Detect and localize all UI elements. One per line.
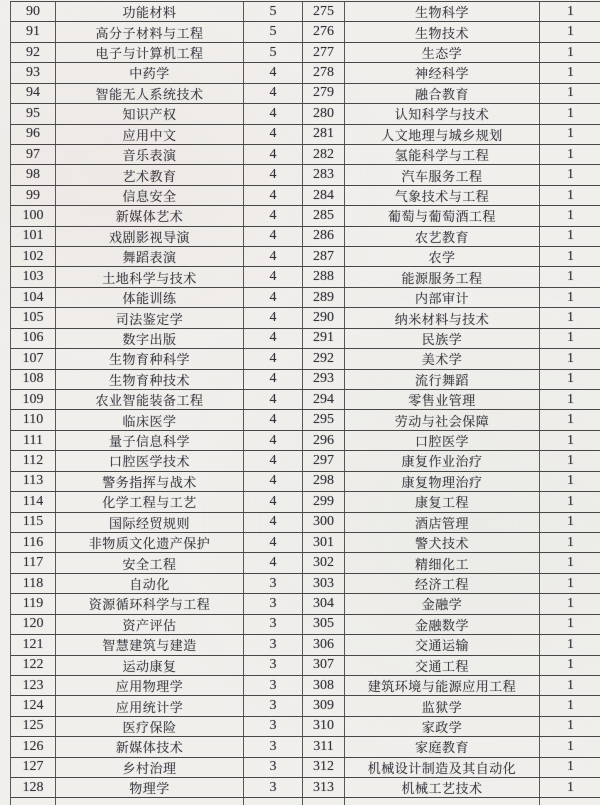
right-rank-cell: 307 [303, 656, 345, 675]
left-rank-cell: 108 [11, 370, 56, 389]
table-row [11, 22, 600, 42]
table-row [11, 349, 600, 369]
left-rank-cell: 125 [11, 717, 56, 736]
right-rank-cell: 297 [303, 451, 345, 470]
majors-count-table [10, 1, 600, 805]
left-major-cell: 功能材料 [56, 2, 244, 21]
table-row [11, 778, 600, 798]
table-row [11, 533, 600, 553]
left-rank-cell: 127 [11, 758, 56, 777]
right-rank-cell: 303 [303, 574, 345, 593]
right-rank-cell: 294 [303, 390, 345, 409]
right-count-cell: 1 [567, 452, 574, 468]
left-rank-cell: 115 [11, 513, 56, 532]
left-count-cell: 5 [244, 2, 303, 21]
right-major-cell: 监狱学 [345, 696, 540, 715]
table-row [11, 308, 600, 328]
left-major-cell: 化学工程与工艺 [56, 492, 244, 511]
table-row [11, 186, 600, 206]
left-major-cell: 应用中文 [56, 125, 244, 144]
left-count-cell: 4 [244, 370, 303, 389]
right-major-cell: 建筑环境与能源应用工程 [345, 676, 540, 695]
right-rank-cell: 300 [303, 513, 345, 532]
left-rank-cell: 119 [11, 594, 56, 613]
right-major-cell: 零售业管理 [345, 390, 540, 409]
right-rank-cell: 287 [303, 247, 345, 266]
table-row [11, 717, 600, 737]
left-major-cell: 医疗保险 [56, 717, 244, 736]
table-row [11, 267, 600, 287]
left-count-cell: 4 [244, 165, 303, 184]
right-count-cell: 1 [567, 677, 574, 693]
right-major-cell: 交通工程 [345, 656, 540, 675]
table-row [11, 43, 600, 63]
right-count-cell: 1 [567, 44, 574, 60]
left-major-cell: 新媒体艺术 [56, 206, 244, 225]
right-major-cell: 金融数学 [345, 615, 540, 634]
right-major-cell: 酒店管理 [345, 513, 540, 532]
left-rank-cell [11, 798, 56, 805]
left-count-cell: 5 [244, 43, 303, 62]
right-rank-cell: 310 [303, 717, 345, 736]
left-rank-cell: 100 [11, 206, 56, 225]
left-major-cell: 生物育种技术 [56, 370, 244, 389]
right-count-cell: 1 [567, 718, 574, 734]
right-count-cell: 1 [567, 85, 574, 101]
right-major-cell: 生态学 [345, 43, 540, 62]
right-major-cell: 精细化工 [345, 553, 540, 572]
table-row [11, 553, 600, 573]
left-count-cell: 4 [244, 145, 303, 164]
right-major-cell: 生物技术 [345, 22, 540, 41]
left-count-cell: 3 [244, 615, 303, 634]
left-major-cell: 资产评估 [56, 615, 244, 634]
right-major-cell: 康复物理治疗 [345, 472, 540, 491]
table-row [11, 329, 600, 349]
left-count-cell: 4 [244, 84, 303, 103]
right-rank-cell: 296 [303, 431, 345, 450]
left-count-cell: 4 [244, 410, 303, 429]
left-major-cell [56, 798, 244, 805]
left-major-cell: 中药学 [56, 63, 244, 82]
right-count-cell: 1 [567, 289, 574, 305]
left-major-cell: 土地科学与技术 [56, 267, 244, 286]
left-major-cell: 警务指挥与战术 [56, 472, 244, 491]
left-major-cell: 艺术教育 [56, 165, 244, 184]
left-major-cell: 农业智能装备工程 [56, 390, 244, 409]
right-rank-cell: 277 [303, 43, 345, 62]
right-major-cell: 纳米材料与技术 [345, 308, 540, 327]
table-row [11, 2, 600, 22]
right-rank-cell: 279 [303, 84, 345, 103]
table-row [11, 145, 600, 165]
left-count-cell: 3 [244, 676, 303, 695]
left-rank-cell: 98 [11, 165, 56, 184]
right-count-cell: 1 [567, 24, 574, 40]
left-count-cell: 4 [244, 513, 303, 532]
left-rank-cell: 96 [11, 125, 56, 144]
left-count-cell: 5 [244, 22, 303, 41]
left-rank-cell: 110 [11, 410, 56, 429]
right-major-cell: 美术学 [345, 349, 540, 368]
right-rank-cell: 285 [303, 206, 345, 225]
table-row [11, 410, 600, 430]
table-row [11, 676, 600, 696]
left-major-cell: 应用物理学 [56, 676, 244, 695]
left-count-cell: 4 [244, 125, 303, 144]
right-count-cell: 1 [567, 3, 574, 19]
table-row [11, 594, 600, 614]
right-count-cell: 1 [567, 595, 574, 611]
left-rank-cell: 120 [11, 615, 56, 634]
left-count-cell: 4 [244, 227, 303, 246]
right-count-cell: 1 [567, 391, 574, 407]
right-count-cell: 1 [567, 412, 574, 428]
right-rank-cell: 311 [303, 737, 345, 756]
right-rank-cell: 291 [303, 329, 345, 348]
left-rank-cell: 90 [11, 2, 56, 21]
right-rank-cell: 286 [303, 227, 345, 246]
table-row [11, 574, 600, 594]
right-rank-cell: 305 [303, 615, 345, 634]
right-rank-cell: 281 [303, 125, 345, 144]
left-major-cell: 应用统计学 [56, 696, 244, 715]
right-rank-cell: 292 [303, 349, 345, 368]
left-rank-cell: 97 [11, 145, 56, 164]
right-count-cell: 1 [567, 105, 574, 121]
right-major-cell: 神经科学 [345, 63, 540, 82]
left-count-cell: 4 [244, 63, 303, 82]
right-count-cell: 1 [567, 248, 574, 264]
table-row [11, 104, 600, 124]
left-count-cell: 3 [244, 758, 303, 777]
left-rank-cell: 105 [11, 308, 56, 327]
left-rank-cell: 112 [11, 451, 56, 470]
right-major-cell: 家政学 [345, 717, 540, 736]
right-count-cell: 1 [567, 473, 574, 489]
left-count-cell: 3 [244, 594, 303, 613]
left-major-cell: 安全工程 [56, 553, 244, 572]
right-count-cell: 1 [567, 616, 574, 632]
left-rank-cell: 113 [11, 472, 56, 491]
left-rank-cell: 94 [11, 84, 56, 103]
right-rank-cell: 301 [303, 533, 345, 552]
left-count-cell: 3 [244, 737, 303, 756]
left-count-cell: 4 [244, 288, 303, 307]
left-rank-cell: 99 [11, 186, 56, 205]
right-rank-cell: 284 [303, 186, 345, 205]
left-count-cell [244, 798, 303, 805]
left-major-cell: 信息安全 [56, 186, 244, 205]
right-major-cell: 生物科学 [345, 2, 540, 21]
right-count-cell: 1 [567, 738, 574, 754]
table-row [11, 451, 600, 471]
right-count-cell: 1 [567, 371, 574, 387]
right-major-cell: 交通运输 [345, 635, 540, 654]
right-rank-cell: 304 [303, 594, 345, 613]
right-rank-cell: 299 [303, 492, 345, 511]
left-rank-cell: 109 [11, 390, 56, 409]
left-count-cell: 4 [244, 349, 303, 368]
right-rank-cell: 293 [303, 370, 345, 389]
left-count-cell: 4 [244, 451, 303, 470]
left-count-cell: 4 [244, 390, 303, 409]
left-major-cell: 临床医学 [56, 410, 244, 429]
right-count-cell: 1 [567, 779, 574, 795]
left-major-cell: 数字出版 [56, 329, 244, 348]
right-major-cell: 金融学 [345, 594, 540, 613]
left-rank-cell: 107 [11, 349, 56, 368]
right-count-cell: 1 [567, 575, 574, 591]
left-major-cell: 乡村治理 [56, 758, 244, 777]
right-count-cell: 1 [567, 350, 574, 366]
table-row [11, 84, 600, 104]
right-major-cell: 经济工程 [345, 574, 540, 593]
right-major-cell: 康复作业治疗 [345, 451, 540, 470]
left-major-cell: 自动化 [56, 574, 244, 593]
left-major-cell: 资源循环科学与工程 [56, 594, 244, 613]
left-rank-cell: 116 [11, 533, 56, 552]
left-major-cell: 非物质文化遗产保护 [56, 533, 244, 552]
table-row [11, 247, 600, 267]
left-rank-cell: 117 [11, 553, 56, 572]
left-rank-cell: 93 [11, 63, 56, 82]
table-row [11, 370, 600, 390]
right-major-cell: 人文地理与城乡规划 [345, 125, 540, 144]
table-row [11, 492, 600, 512]
table-row [11, 63, 600, 83]
right-major-cell: 康复工程 [345, 492, 540, 511]
right-rank-cell: 306 [303, 635, 345, 654]
left-rank-cell: 121 [11, 635, 56, 654]
left-major-cell: 口腔医学技术 [56, 451, 244, 470]
right-major-cell: 汽车服务工程 [345, 165, 540, 184]
right-count-cell: 1 [567, 187, 574, 203]
table-body [11, 2, 600, 805]
right-major-cell: 农学 [345, 247, 540, 266]
left-rank-cell: 111 [11, 431, 56, 450]
right-major-cell: 机械设计制造及其自动化 [345, 758, 540, 777]
left-major-cell: 戏剧影视导演 [56, 227, 244, 246]
left-major-cell: 高分子材料与工程 [56, 22, 244, 41]
table-row [11, 288, 600, 308]
table-row [11, 615, 600, 635]
table-row-partial [11, 798, 600, 805]
right-rank-cell: 312 [303, 758, 345, 777]
right-rank-cell: 280 [303, 104, 345, 123]
left-count-cell: 4 [244, 308, 303, 327]
right-rank-cell: 313 [303, 778, 345, 797]
right-count-cell [540, 798, 600, 805]
left-rank-cell: 126 [11, 737, 56, 756]
right-count-cell: 1 [567, 126, 574, 142]
left-rank-cell: 92 [11, 43, 56, 62]
left-rank-cell: 103 [11, 267, 56, 286]
right-major-cell: 民族学 [345, 329, 540, 348]
left-rank-cell: 118 [11, 574, 56, 593]
right-count-cell: 1 [567, 207, 574, 223]
left-major-cell: 国际经贸规则 [56, 513, 244, 532]
right-major-cell: 融合教育 [345, 84, 540, 103]
right-rank-cell: 309 [303, 696, 345, 715]
table-row [11, 206, 600, 226]
left-count-cell: 4 [244, 553, 303, 572]
right-count-cell: 1 [567, 534, 574, 550]
table-row [11, 472, 600, 492]
right-major-cell: 认知科学与技术 [345, 104, 540, 123]
right-count-cell: 1 [567, 555, 574, 571]
left-major-cell: 新媒体技术 [56, 737, 244, 756]
right-major-cell: 家庭教育 [345, 737, 540, 756]
left-rank-cell: 91 [11, 22, 56, 41]
right-rank-cell: 308 [303, 676, 345, 695]
right-major-cell: 警犬技术 [345, 533, 540, 552]
right-major-cell: 农艺教育 [345, 227, 540, 246]
left-rank-cell: 101 [11, 227, 56, 246]
right-count-cell: 1 [567, 759, 574, 775]
left-count-cell: 4 [244, 186, 303, 205]
left-count-cell: 4 [244, 533, 303, 552]
left-count-cell: 4 [244, 247, 303, 266]
left-rank-cell: 95 [11, 104, 56, 123]
left-count-cell: 4 [244, 104, 303, 123]
right-count-cell: 1 [567, 432, 574, 448]
left-count-cell: 4 [244, 492, 303, 511]
right-major-cell: 能源服务工程 [345, 267, 540, 286]
left-count-cell: 3 [244, 717, 303, 736]
left-major-cell: 电子与计算机工程 [56, 43, 244, 62]
right-rank-cell: 278 [303, 63, 345, 82]
table-row [11, 696, 600, 716]
right-count-cell: 1 [567, 64, 574, 80]
left-count-cell: 3 [244, 696, 303, 715]
right-count-cell: 1 [567, 493, 574, 509]
right-major-cell: 气象技术与工程 [345, 186, 540, 205]
left-rank-cell: 123 [11, 676, 56, 695]
table-row [11, 227, 600, 247]
right-rank-cell: 290 [303, 308, 345, 327]
left-rank-cell: 114 [11, 492, 56, 511]
left-count-cell: 3 [244, 574, 303, 593]
right-rank-cell: 288 [303, 267, 345, 286]
table-row [11, 635, 600, 655]
right-count-cell: 1 [567, 167, 574, 183]
left-count-cell: 4 [244, 206, 303, 225]
left-major-cell: 知识产权 [56, 104, 244, 123]
right-rank-cell: 282 [303, 145, 345, 164]
left-rank-cell: 104 [11, 288, 56, 307]
left-major-cell: 舞蹈表演 [56, 247, 244, 266]
right-count-cell: 1 [567, 310, 574, 326]
left-rank-cell: 106 [11, 329, 56, 348]
right-major-cell: 葡萄与葡萄酒工程 [345, 206, 540, 225]
right-major-cell [345, 798, 540, 805]
right-count-cell: 1 [567, 636, 574, 652]
table-row [11, 513, 600, 533]
left-rank-cell: 124 [11, 696, 56, 715]
table-row [11, 758, 600, 778]
left-count-cell: 4 [244, 329, 303, 348]
right-count-cell: 1 [567, 146, 574, 162]
table-row [11, 390, 600, 410]
right-rank-cell [303, 798, 345, 805]
right-rank-cell: 295 [303, 410, 345, 429]
left-major-cell: 智能无人系统技术 [56, 84, 244, 103]
left-count-cell: 4 [244, 472, 303, 491]
right-count-cell: 1 [567, 330, 574, 346]
right-rank-cell: 276 [303, 22, 345, 41]
left-major-cell: 智慧建筑与建造 [56, 635, 244, 654]
right-major-cell: 氢能科学与工程 [345, 145, 540, 164]
right-major-cell: 机械工艺技术 [345, 778, 540, 797]
table-row [11, 737, 600, 757]
right-major-cell: 内部审计 [345, 288, 540, 307]
right-rank-cell: 302 [303, 553, 345, 572]
right-rank-cell: 289 [303, 288, 345, 307]
left-count-cell: 4 [244, 267, 303, 286]
table-row [11, 125, 600, 145]
right-major-cell: 劳动与社会保障 [345, 410, 540, 429]
table-row [11, 431, 600, 451]
left-major-cell: 物理学 [56, 778, 244, 797]
right-count-cell: 1 [567, 228, 574, 244]
left-major-cell: 司法鉴定学 [56, 308, 244, 327]
left-major-cell: 生物育种科学 [56, 349, 244, 368]
left-count-cell: 3 [244, 656, 303, 675]
right-count-cell: 1 [567, 514, 574, 530]
right-major-cell: 口腔医学 [345, 431, 540, 450]
right-count-cell: 1 [567, 657, 574, 673]
right-major-cell: 流行舞蹈 [345, 370, 540, 389]
right-count-cell: 1 [567, 269, 574, 285]
right-rank-cell: 298 [303, 472, 345, 491]
left-count-cell: 4 [244, 431, 303, 450]
left-major-cell: 量子信息科学 [56, 431, 244, 450]
left-rank-cell: 102 [11, 247, 56, 266]
left-rank-cell: 122 [11, 656, 56, 675]
left-major-cell: 音乐表演 [56, 145, 244, 164]
left-major-cell: 体能训练 [56, 288, 244, 307]
table-row [11, 165, 600, 185]
left-count-cell: 3 [244, 635, 303, 654]
right-rank-cell: 283 [303, 165, 345, 184]
left-count-cell: 3 [244, 778, 303, 797]
left-rank-cell: 128 [11, 778, 56, 797]
left-major-cell: 运动康复 [56, 656, 244, 675]
table-row [11, 656, 600, 676]
right-count-cell: 1 [567, 698, 574, 714]
right-rank-cell: 275 [303, 2, 345, 21]
